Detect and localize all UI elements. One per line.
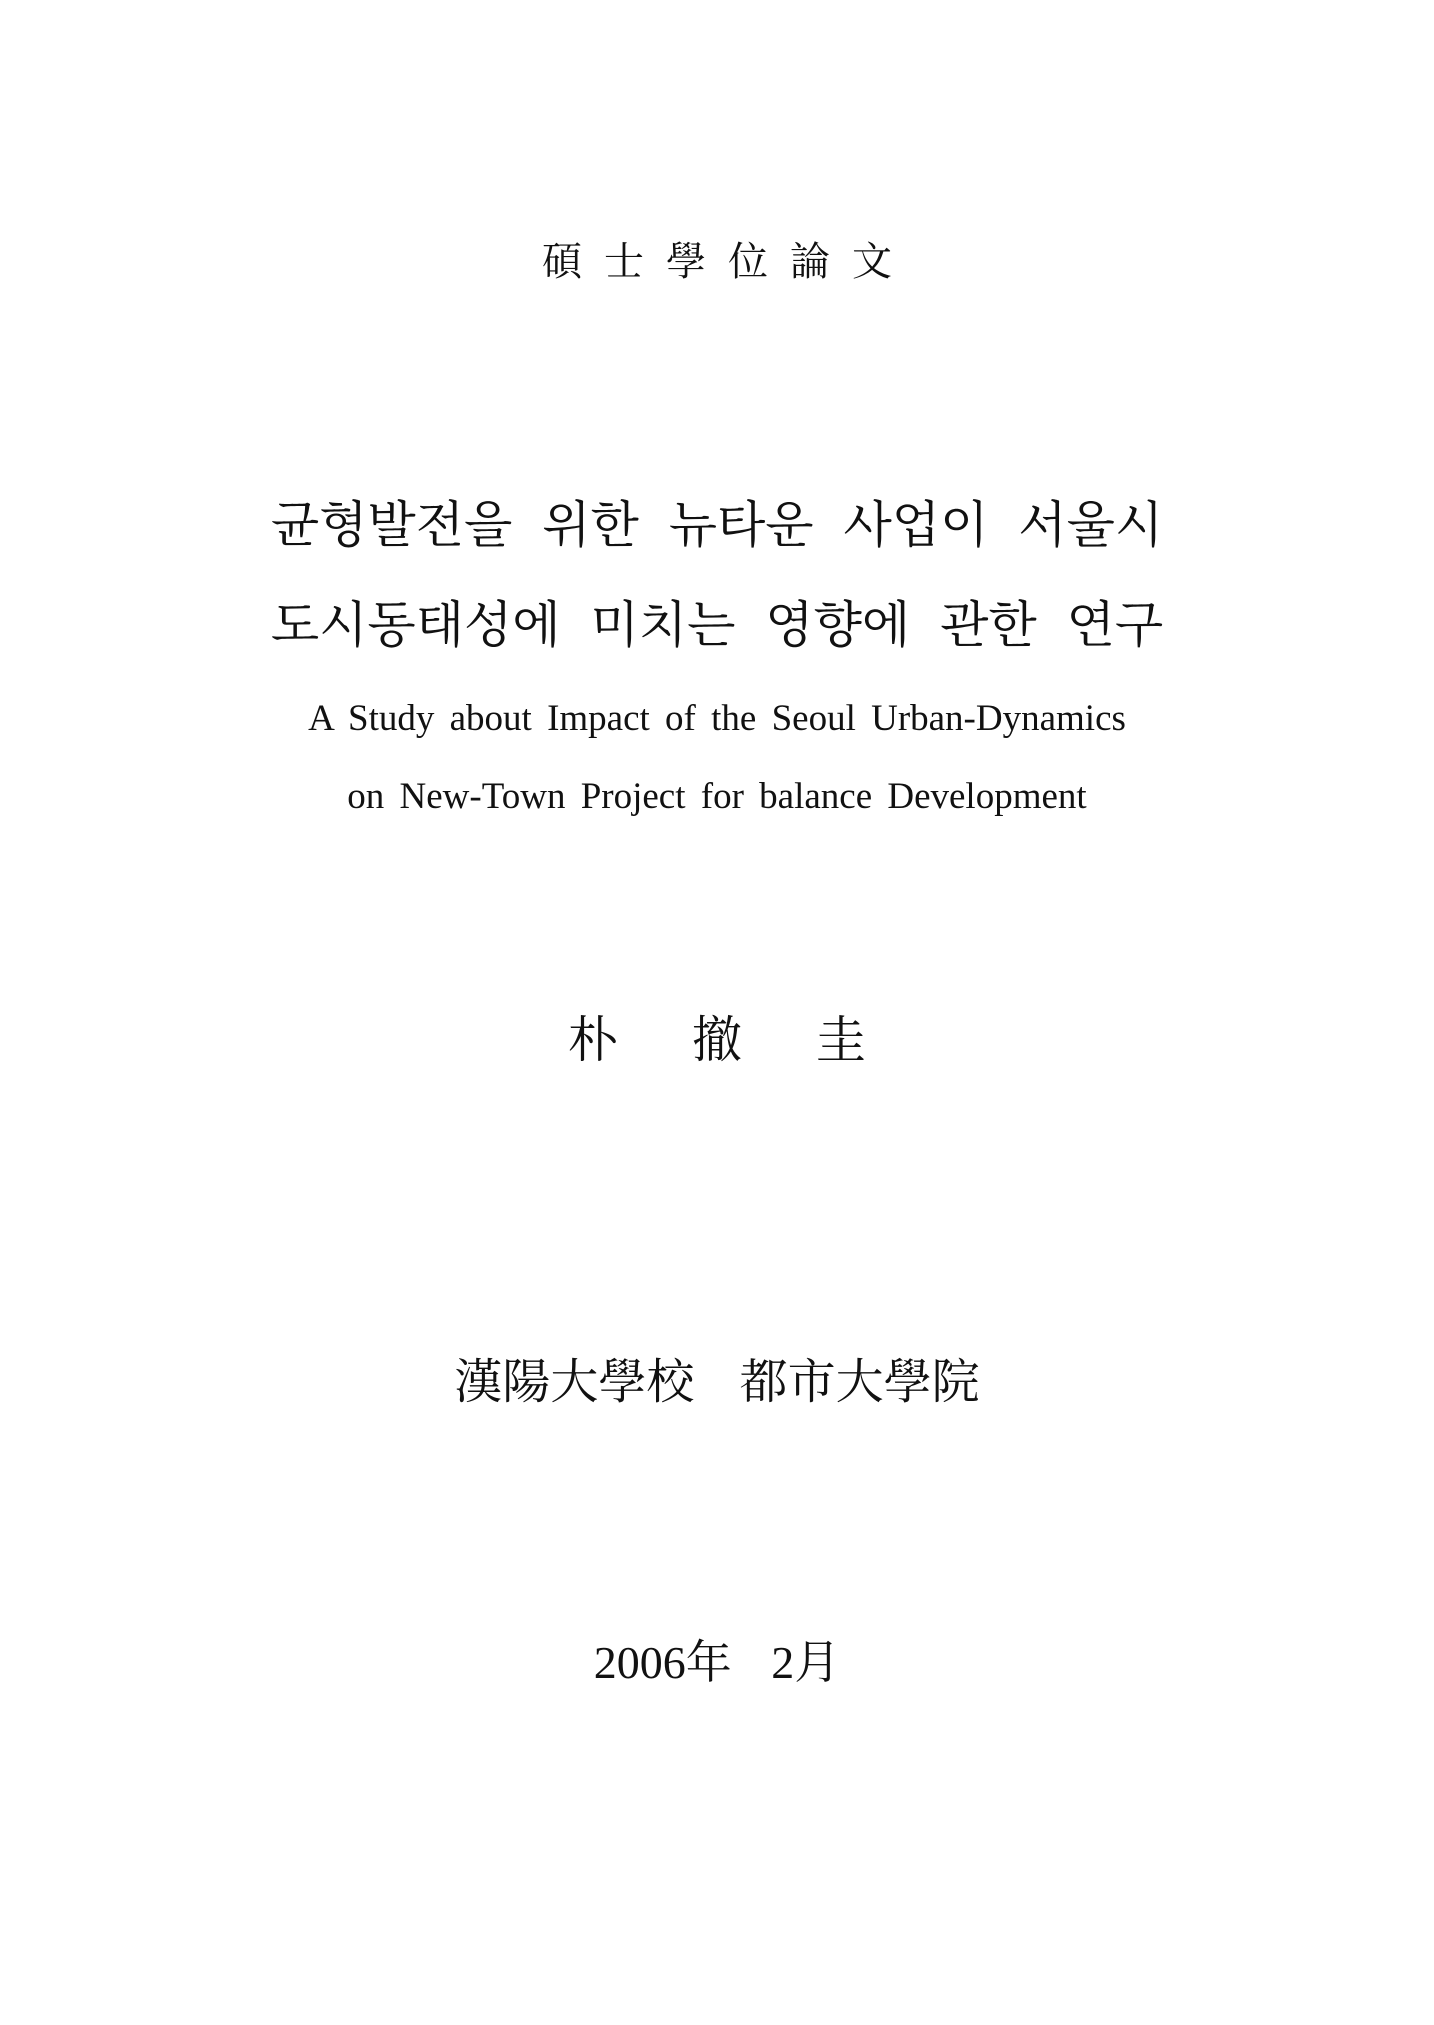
korean-title-line-2: 도시동태성에 미치는 영향에 관한 연구 <box>270 596 1164 654</box>
korean-title-line-1: 균형발전을 위한 뉴타운 사업이 서울시 <box>270 496 1164 554</box>
english-title-line-2: on New-Town Project for balance Development <box>347 776 1087 817</box>
author-name: 朴撤圭 <box>568 1011 940 1069</box>
english-title-line-1: A Study about Impact of the Seoul Urban-Dynamics <box>308 698 1126 739</box>
degree-label: 碩士學位論文 <box>542 239 914 285</box>
submission-date: 2006年 2月 <box>593 1637 841 1688</box>
institution-name: 漢陽大學校 都市大學院 <box>454 1354 980 1410</box>
